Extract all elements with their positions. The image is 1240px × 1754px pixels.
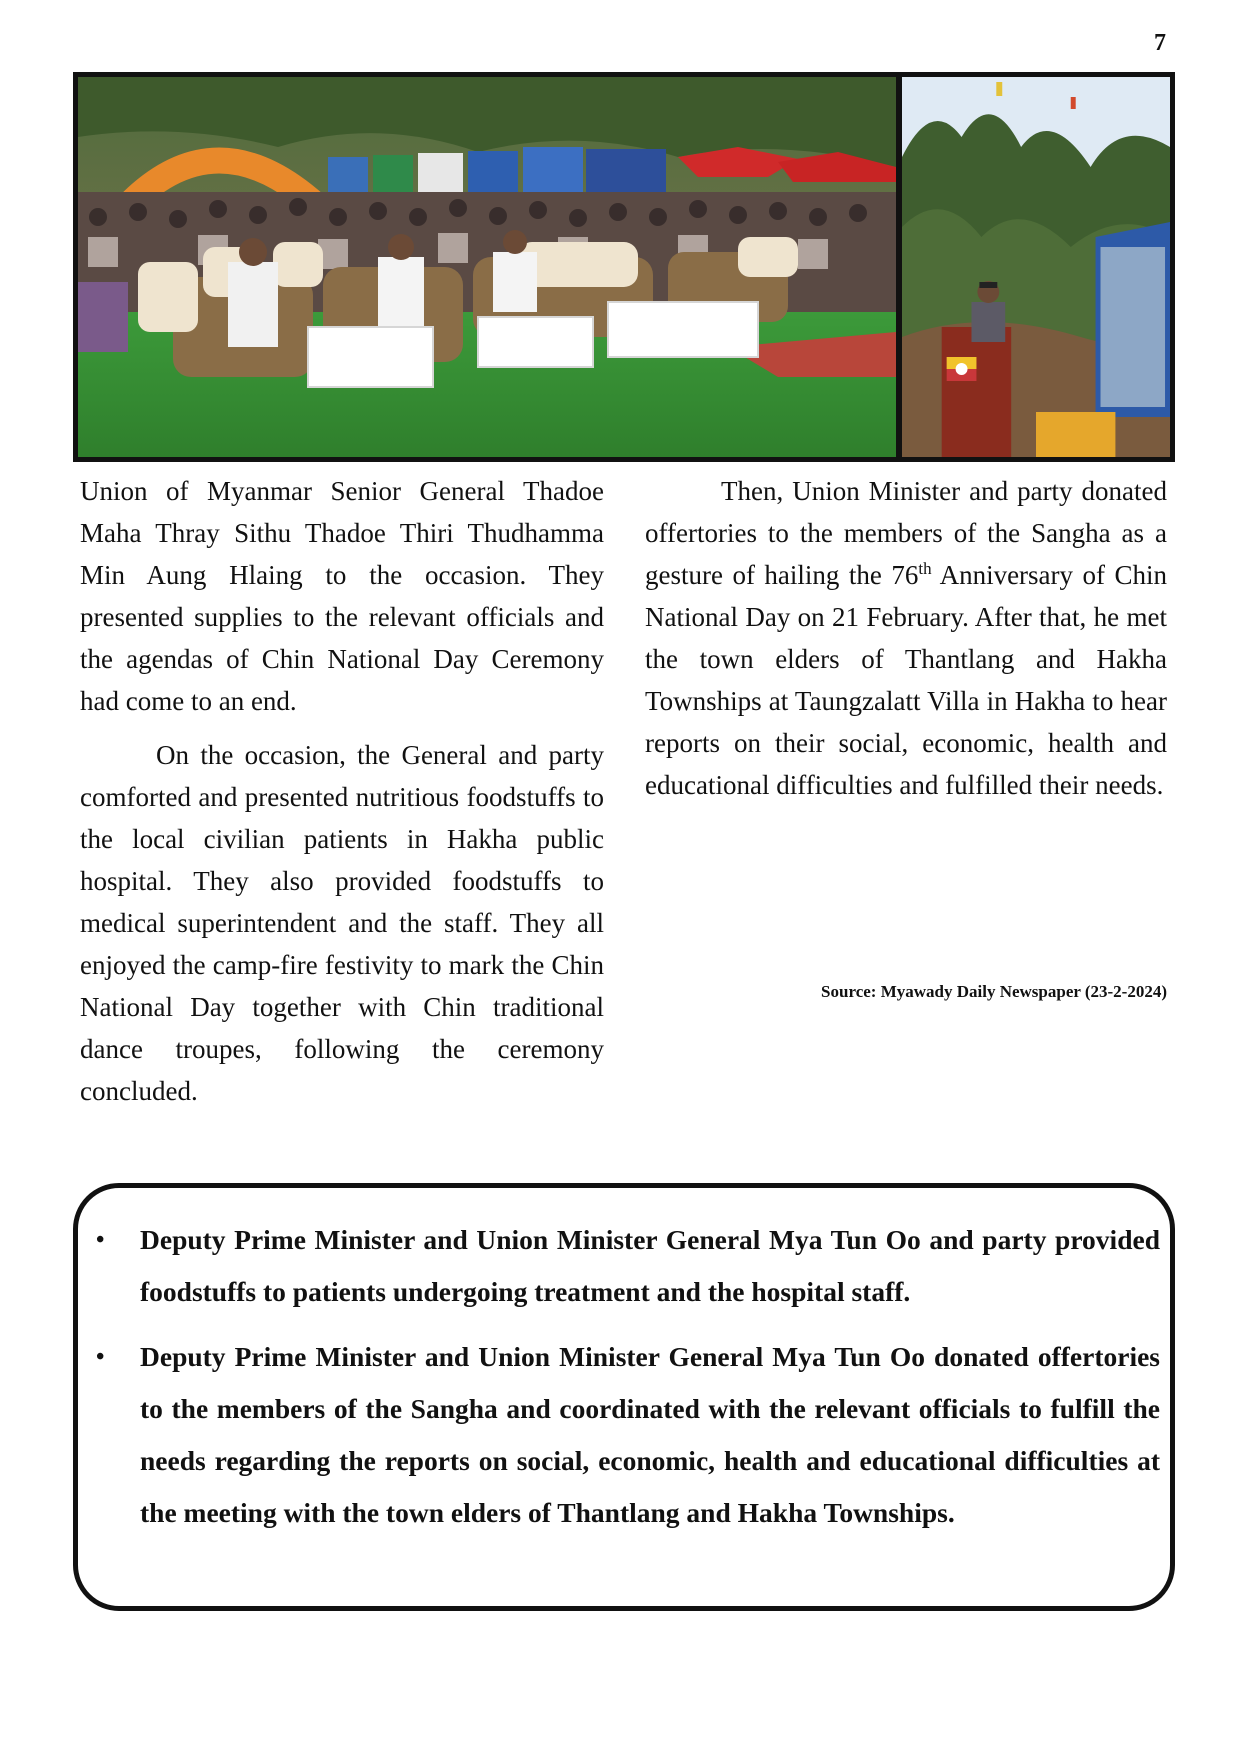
summary-list	[96, 1214, 1160, 1552]
page-number: 7	[1154, 30, 1166, 56]
summary-item-text: Deputy Prime Minister and Union Minister General Mya Tun Oo and party provided foodstuffs to patients undergoing treatment and the hospital staff.	[140, 1224, 1160, 1307]
ordinal-superscript: th	[918, 559, 932, 578]
speaker-podium-photo	[902, 77, 1170, 457]
article-right-column	[645, 470, 1167, 806]
article-paragraph: Union of Myanmar Senior General Thadoe Maha Thray Sithu Thadoe Thiri Thudhamma Min Aung Hlaing to the occasion. They presented supplies to the relevant officials and the agendas of Chin National Day Ceremony had come to an end.	[80, 476, 604, 716]
paragraph-text: Then, Union Minister and party donated offertories to the members of the Sangha as a gesture of hailing the 76	[645, 476, 1167, 590]
article-left-column	[80, 470, 604, 1112]
article-paragraph: On the occasion, the General and party comforted and presented nutritious foodstuffs to the local civilian patients in Hakha public hospital. They also provided foodstuffs to medical superintendent and the staff. They all enjoyed the camp-fire festivity to mark the Chin National Day together with Chin traditional dance troupes, following the ceremony concluded.	[80, 740, 604, 1106]
bullet-icon: •	[96, 1344, 105, 1370]
bullet-icon: •	[96, 1227, 105, 1253]
photo-strip	[73, 72, 1175, 462]
summary-box	[73, 1183, 1175, 1611]
paragraph-text: Anniversary of Chin National Day on 21 February. After that, he met the town elders of Thantlang and Hakha Townships at Taungzalatt Villa in Hakha to hear reports on their social, economic, health and educational difficulties and fulfilled their needs.	[645, 560, 1167, 800]
article-paragraph	[645, 470, 1167, 806]
summary-item	[96, 1214, 1160, 1318]
summary-item	[96, 1331, 1160, 1539]
source-credit: Source: Myawady Daily Newspaper (23-2-2024)	[821, 982, 1167, 1001]
ceremony-audience-photo	[78, 77, 896, 457]
summary-item-text: Deputy Prime Minister and Union Minister General Mya Tun Oo donated offertories to the members of the Sangha and coordinated with the relevant officials to fulfill the needs regarding the reports on social, economic, health and educational difficulties at the meeting with the town elders of Thantlang and Hakha Townships.	[140, 1341, 1160, 1528]
